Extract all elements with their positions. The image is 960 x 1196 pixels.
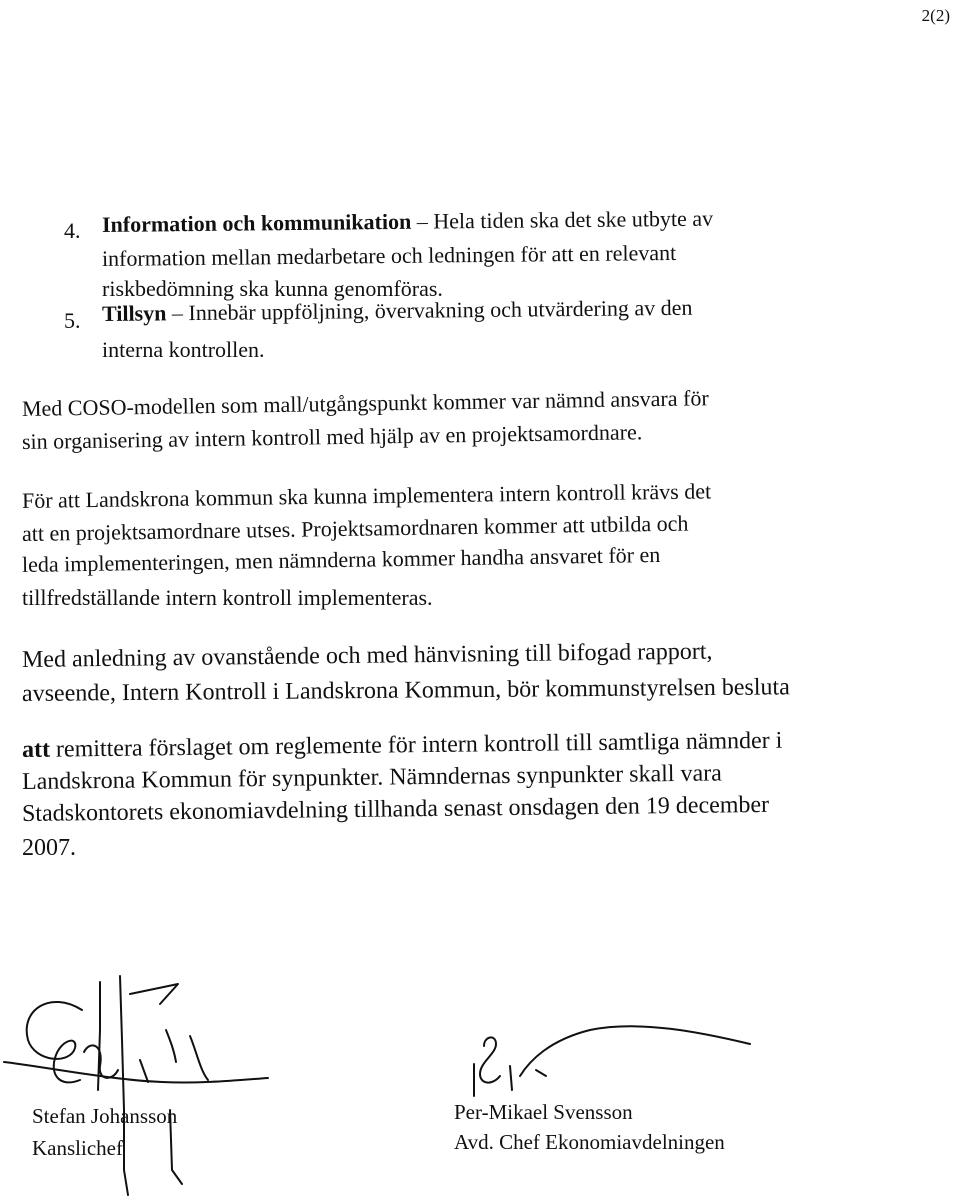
list-item-4-line-3: riskbedömning ska kunna genomföras. <box>102 276 443 301</box>
list-item-5-heading: Tillsyn <box>101 300 167 326</box>
list-item-5-line-2: interna kontrollen. <box>102 337 265 362</box>
list-item-5-line-1 <box>102 295 693 328</box>
paragraph-2-line-1: För att Landskrona kommun ska kunna implementera intern kontroll krävs det <box>21 478 712 513</box>
list-item-4-line-2: information mellan medarbetare och ledningen för att en relevant <box>101 239 677 271</box>
decision-att: att <box>21 736 51 763</box>
decision-line-1 <box>22 727 783 765</box>
decision-line-2: Landskrona Kommun för synpunkter. Nämndernas synpunkter skall vara <box>21 760 722 795</box>
paragraph-3-line-1: Med anledning av ovanstående och med hänvisning till bifogad rapport, <box>21 638 713 673</box>
signatory-right-name: Per-Mikael Svensson <box>454 1100 633 1124</box>
decision-text: remittera förslaget om reglemente för intern kontroll till samtliga nämnder i <box>49 727 783 763</box>
signatory-right-title: Avd. Chef Ekonomiavdelningen <box>454 1130 725 1154</box>
list-number-4: 4. <box>64 218 81 243</box>
signature-per-mikael-svensson <box>440 1010 760 1100</box>
decision-line-3: Stadskontorets ekonomiavdelning tillhanda senast onsdagen den 19 december <box>21 791 770 827</box>
paragraph-1-line-2: sin organisering av intern kontroll med hjälp av en projektsamordnare. <box>21 419 643 454</box>
paragraph-2-line-4: tillfredställande intern kontroll implementeras. <box>22 585 433 610</box>
list-item-5-text: – Innebär uppföljning, övervakning och utvärdering av den <box>166 294 693 326</box>
signature-stefan-johansson <box>0 970 300 1196</box>
list-number-5: 5. <box>64 308 81 333</box>
list-item-4-text: – Hela tiden ska det ske utbyte av <box>411 205 714 234</box>
paragraph-3-line-2: avseende, Intern Kontroll i Landskrona Kommun, bör kommunstyrelsen besluta <box>21 674 790 707</box>
signatory-left-title: Kanslichef <box>32 1136 123 1160</box>
paragraph-2-line-3: leda implementeringen, men nämnderna kommer handha ansvaret för en <box>21 541 661 577</box>
paragraph-1-line-1: Med COSO-modellen som mall/utgångspunkt kommer var nämnd ansvara för <box>21 385 709 421</box>
paragraph-2-line-2: att en projektsamordnare utses. Projektsamordnaren kommer att utbilda och <box>21 510 689 546</box>
list-item-4-line-1 <box>102 206 713 239</box>
page-number: 2(2) <box>921 6 950 25</box>
decision-line-4: 2007. <box>22 835 76 861</box>
list-item-4-heading: Information och kommunikation <box>101 208 412 237</box>
signatory-left-name: Stefan Johansson <box>32 1104 178 1128</box>
